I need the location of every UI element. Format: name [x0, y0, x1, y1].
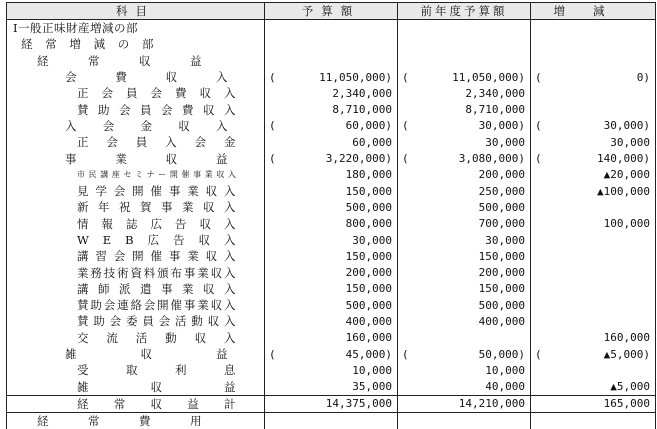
- row-label-cell: [7, 346, 265, 362]
- amount-value: ▲100,000: [597, 183, 650, 199]
- row-label-cell: [7, 248, 265, 264]
- budget-cell: [265, 183, 398, 199]
- amount-value: 500,000: [479, 199, 525, 215]
- amount-value: 10,000: [352, 362, 392, 378]
- budget-cell: [265, 297, 398, 313]
- open-paren: (: [402, 118, 409, 134]
- row-label-cell: [7, 395, 265, 412]
- amount-value: 150,000: [479, 281, 525, 297]
- table-row: [7, 150, 656, 166]
- prev-budget-cell: [398, 101, 531, 117]
- amount-value: 50,000): [479, 346, 525, 362]
- prev-budget-cell: [398, 346, 531, 362]
- row-label: 会 費 収 入: [65, 69, 228, 85]
- table-row: [7, 346, 656, 362]
- budget-cell: [265, 53, 398, 69]
- amount-value: 30,000: [485, 232, 525, 248]
- prev-budget-cell: [398, 167, 531, 183]
- diff-cell: [531, 134, 656, 150]
- amount-value: 30,000: [485, 134, 525, 150]
- budget-cell: [265, 330, 398, 346]
- amount-value: 160,000: [604, 330, 650, 346]
- budget-cell: [265, 118, 398, 134]
- diff-cell: [531, 183, 656, 199]
- row-label: 経 常 増 減 の 部: [21, 36, 154, 52]
- row-label: 情 報 誌 広 告 収 入: [77, 216, 236, 232]
- amount-value: 400,000: [346, 313, 392, 329]
- diff-cell: [531, 36, 656, 52]
- budget-cell: [265, 36, 398, 52]
- prev-budget-cell: [398, 232, 531, 248]
- diff-cell: [531, 69, 656, 85]
- amount-value: 2,340,000: [465, 85, 525, 101]
- amount-value: 30,000): [604, 118, 650, 134]
- budget-cell: [265, 20, 398, 37]
- amount-value: 500,000: [346, 297, 392, 313]
- amount-value: 30,000: [610, 134, 650, 150]
- diff-cell: [531, 101, 656, 117]
- amount-value: 140,000): [597, 150, 650, 166]
- row-label: 受 取 利 息: [77, 362, 236, 378]
- amount-value: 500,000: [479, 297, 525, 313]
- prev-budget-cell: [398, 395, 531, 412]
- header-budget: 予算額: [265, 3, 398, 20]
- row-label: 見 学 会 開 催 事 業 収 入: [77, 183, 236, 199]
- prev-budget-cell: [398, 379, 531, 396]
- budget-cell: [265, 346, 398, 362]
- table-row: [7, 313, 656, 329]
- row-label: 経 常 収 益: [37, 53, 202, 69]
- row-label-cell: [7, 101, 265, 117]
- budget-cell: [265, 232, 398, 248]
- budget-cell: [265, 134, 398, 150]
- row-label: 交 流 活 動 収 入: [77, 330, 236, 346]
- amount-value: 2,340,000: [332, 85, 392, 101]
- prev-budget-cell: [398, 297, 531, 313]
- diff-cell: [531, 379, 656, 396]
- amount-value: 150,000: [346, 248, 392, 264]
- open-paren: (: [269, 150, 276, 166]
- prev-budget-cell: [398, 362, 531, 378]
- budget-rows: [7, 20, 656, 429]
- total-row: [7, 395, 656, 412]
- table-row: [7, 53, 656, 69]
- amount-value: 200,000: [346, 264, 392, 280]
- row-label-cell: [7, 53, 265, 69]
- row-label: 経 常 費 用: [37, 413, 202, 429]
- row-label: 講 師 派 遣 事 業 収 入: [77, 281, 236, 297]
- row-label: 正 会 員 入 会 金: [77, 134, 236, 150]
- diff-cell: [531, 199, 656, 215]
- diff-cell: [531, 413, 656, 429]
- open-paren: (: [402, 346, 409, 362]
- open-paren: (: [269, 118, 276, 134]
- row-label: 雑 収 益: [65, 346, 228, 362]
- amount-value: 60,000): [346, 118, 392, 134]
- budget-cell: [265, 248, 398, 264]
- row-label-cell: [7, 199, 265, 215]
- open-paren: (: [269, 346, 276, 362]
- diff-cell: [531, 362, 656, 378]
- amount-value: ▲5,000): [604, 346, 650, 362]
- open-paren: (: [535, 69, 542, 85]
- row-label: 経 常 収 益 計: [77, 396, 236, 412]
- diff-cell: [531, 20, 656, 37]
- row-label-cell: [7, 216, 265, 232]
- prev-budget-cell: [398, 20, 531, 37]
- row-label-cell: [7, 379, 265, 396]
- header-item: 科目: [7, 3, 265, 20]
- open-paren: (: [269, 69, 276, 85]
- table-row: [7, 199, 656, 215]
- row-label-cell: [7, 20, 265, 37]
- row-label: 業 務 技 術 資 料 頒 布 事 業 収 入: [77, 264, 236, 280]
- diff-cell: [531, 248, 656, 264]
- amount-value: 30,000: [352, 232, 392, 248]
- amount-value: 250,000: [479, 183, 525, 199]
- budget-table: [6, 2, 656, 429]
- row-label: W E B 広 告 収 入: [77, 232, 236, 248]
- table-row: [7, 101, 656, 117]
- row-label-cell: [7, 297, 265, 313]
- amount-value: 100,000: [604, 216, 650, 232]
- budget-cell: [265, 264, 398, 280]
- amount-value: 8,710,000: [332, 101, 392, 117]
- row-label-cell: [7, 413, 265, 429]
- table-row: [7, 297, 656, 313]
- amount-value: 180,000: [346, 167, 392, 183]
- table-row: [7, 85, 656, 101]
- budget-sheet: [6, 2, 655, 408]
- prev-budget-cell: [398, 264, 531, 280]
- row-label-cell: [7, 134, 265, 150]
- table-row: [7, 248, 656, 264]
- header-prev-budget: 前年度予算額: [398, 3, 531, 20]
- amount-value: 35,000: [352, 379, 392, 395]
- row-label-cell: [7, 85, 265, 101]
- row-label: 市 民 講 座 セ ミ ナ ー 開 催 事 業 収 入: [77, 167, 236, 183]
- diff-cell: [531, 330, 656, 346]
- amount-value: 500,000: [346, 199, 392, 215]
- table-row: [7, 118, 656, 134]
- diff-cell: [531, 167, 656, 183]
- amount-value: 700,000: [479, 216, 525, 232]
- budget-cell: [265, 413, 398, 429]
- table-row: [7, 379, 656, 396]
- row-label: 新 年 祝 賀 事 業 収 入: [77, 199, 236, 215]
- table-row: [7, 167, 656, 183]
- amount-value: 150,000: [346, 281, 392, 297]
- table-row: [7, 362, 656, 378]
- row-label-cell: [7, 36, 265, 52]
- amount-value: 3,220,000): [326, 150, 392, 166]
- budget-cell: [265, 313, 398, 329]
- diff-cell: [531, 264, 656, 280]
- amount-value: 40,000: [485, 379, 525, 395]
- diff-cell: [531, 53, 656, 69]
- table-row: [7, 216, 656, 232]
- amount-value: 11,050,000): [452, 69, 525, 85]
- table-row: [7, 413, 656, 429]
- amount-value: 8,710,000: [465, 101, 525, 117]
- diff-cell: [531, 150, 656, 166]
- diff-cell: [531, 346, 656, 362]
- table-row: [7, 36, 656, 52]
- row-label-cell: [7, 167, 265, 183]
- prev-budget-cell: [398, 413, 531, 429]
- prev-budget-cell: [398, 199, 531, 215]
- budget-cell: [265, 395, 398, 412]
- row-label-cell: [7, 281, 265, 297]
- table-row: [7, 69, 656, 85]
- prev-budget-cell: [398, 216, 531, 232]
- row-label: 雑 収 益: [77, 379, 236, 395]
- diff-cell: [531, 85, 656, 101]
- row-label-cell: [7, 264, 265, 280]
- prev-budget-cell: [398, 183, 531, 199]
- open-paren: (: [402, 150, 409, 166]
- row-label: 正 会 員 会 費 収 入: [77, 85, 236, 101]
- table-row: [7, 281, 656, 297]
- amount-value: 0): [637, 69, 650, 85]
- amount-value: 150,000: [479, 248, 525, 264]
- budget-cell: [265, 85, 398, 101]
- table-row: [7, 232, 656, 248]
- row-label-cell: [7, 118, 265, 134]
- row-label-cell: [7, 183, 265, 199]
- prev-budget-cell: [398, 85, 531, 101]
- budget-cell: [265, 379, 398, 396]
- table-row: [7, 264, 656, 280]
- row-label: 入 会 金 収 入: [65, 118, 228, 134]
- amount-value: 165,000: [604, 396, 650, 412]
- amount-value: 3,080,000): [459, 150, 525, 166]
- prev-budget-cell: [398, 248, 531, 264]
- header-diff: 増減: [531, 3, 656, 20]
- row-label: Ⅰ一般正味財産増減の部: [13, 20, 138, 36]
- amount-value: ▲20,000: [604, 167, 650, 183]
- amount-value: 45,000): [346, 346, 392, 362]
- budget-cell: [265, 199, 398, 215]
- table-row: [7, 20, 656, 37]
- header-row: [7, 3, 656, 20]
- prev-budget-cell: [398, 118, 531, 134]
- prev-budget-cell: [398, 281, 531, 297]
- amount-value: 14,210,000: [459, 396, 525, 412]
- row-label: 事 業 収 益: [65, 150, 228, 166]
- budget-cell: [265, 69, 398, 85]
- table-row: [7, 330, 656, 346]
- row-label: 賛 助 会 連 絡 会 開 催 事 業 収 入: [77, 297, 236, 313]
- diff-cell: [531, 216, 656, 232]
- diff-cell: [531, 118, 656, 134]
- amount-value: 10,000: [485, 362, 525, 378]
- row-label-cell: [7, 362, 265, 378]
- diff-cell: [531, 297, 656, 313]
- table-row: [7, 183, 656, 199]
- prev-budget-cell: [398, 36, 531, 52]
- open-paren: (: [535, 118, 542, 134]
- row-label-cell: [7, 69, 265, 85]
- diff-cell: [531, 395, 656, 412]
- row-label-cell: [7, 330, 265, 346]
- open-paren: (: [535, 150, 542, 166]
- row-label: 賛 助 会 員 会 費 収 入: [77, 101, 236, 117]
- amount-value: 160,000: [346, 330, 392, 346]
- row-label: 賛 助 会 委 員 会 活 動 収 入: [77, 313, 236, 329]
- budget-cell: [265, 167, 398, 183]
- budget-cell: [265, 281, 398, 297]
- prev-budget-cell: [398, 313, 531, 329]
- prev-budget-cell: [398, 69, 531, 85]
- open-paren: (: [402, 69, 409, 85]
- amount-value: 400,000: [479, 313, 525, 329]
- amount-value: 60,000: [352, 134, 392, 150]
- amount-value: 800,000: [346, 216, 392, 232]
- diff-cell: [531, 232, 656, 248]
- open-paren: (: [535, 346, 542, 362]
- diff-cell: [531, 313, 656, 329]
- amount-value: ▲5,000: [610, 379, 650, 395]
- prev-budget-cell: [398, 134, 531, 150]
- amount-value: 14,375,000: [326, 396, 392, 412]
- amount-value: 150,000: [346, 183, 392, 199]
- budget-cell: [265, 216, 398, 232]
- amount-value: 200,000: [479, 264, 525, 280]
- amount-value: 200,000: [479, 167, 525, 183]
- budget-cell: [265, 101, 398, 117]
- budget-cell: [265, 150, 398, 166]
- row-label-cell: [7, 232, 265, 248]
- amount-value: 30,000): [479, 118, 525, 134]
- prev-budget-cell: [398, 150, 531, 166]
- row-label-cell: [7, 150, 265, 166]
- row-label: 講 習 会 開 催 事 業 収 入: [77, 248, 236, 264]
- table-row: [7, 134, 656, 150]
- amount-value: 11,050,000): [319, 69, 392, 85]
- budget-cell: [265, 362, 398, 378]
- prev-budget-cell: [398, 330, 531, 346]
- prev-budget-cell: [398, 53, 531, 69]
- row-label-cell: [7, 313, 265, 329]
- diff-cell: [531, 281, 656, 297]
